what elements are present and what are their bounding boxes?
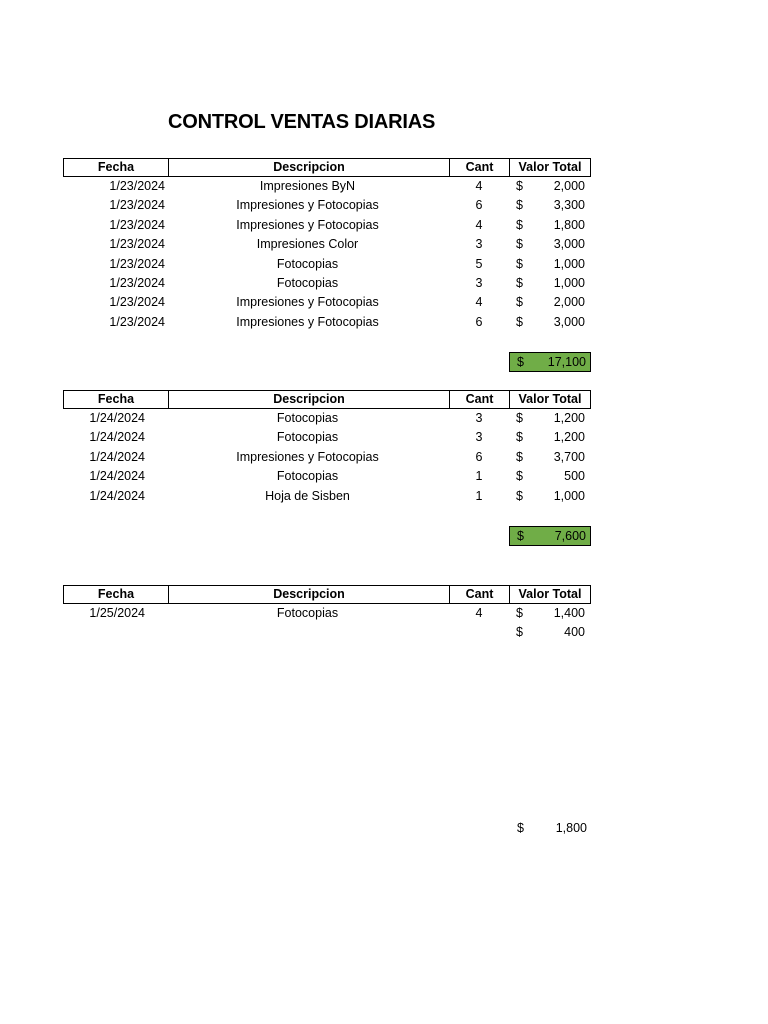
- cell-valor-amount: 3,000: [553, 237, 585, 252]
- cell-fecha: 1/23/2024: [109, 295, 165, 310]
- currency-symbol: $: [516, 449, 523, 464]
- header-fecha: Fecha: [97, 160, 135, 174]
- cell-descripcion: Fotocopias: [276, 469, 339, 484]
- cell-valor-amount: 1,000: [553, 256, 585, 271]
- currency-symbol: $: [516, 295, 523, 310]
- currency-symbol: $: [516, 217, 523, 232]
- table-row: [63, 428, 591, 447]
- cell-descripcion: Impresiones y Fotocopias: [236, 314, 379, 329]
- cell-cant: 5: [475, 256, 483, 271]
- cell-cant: 6: [475, 314, 483, 329]
- cell-fecha: 1/23/2024: [109, 275, 165, 290]
- cell-valor-amount: 1,200: [553, 430, 585, 445]
- cell-valor: [508, 255, 589, 274]
- cell-valor: [508, 409, 589, 428]
- currency-symbol: $: [516, 606, 523, 620]
- currency-symbol: $: [516, 488, 523, 503]
- cell-cant: 4: [475, 217, 483, 232]
- cell-cant: 6: [475, 198, 483, 213]
- cell-valor-amount: 3,700: [553, 449, 585, 464]
- cell-descripcion: Hoja de Sisben: [265, 488, 350, 503]
- cell-descripcion: Fotocopias: [276, 430, 339, 445]
- header-descripcion: Descripcion: [168, 586, 449, 603]
- cell-valor: [508, 428, 589, 447]
- cell-cant: 3: [475, 237, 483, 252]
- cell-cant: 4: [475, 295, 483, 310]
- cell-cant: 1: [475, 488, 483, 503]
- cell-fecha: 1/24/2024: [89, 488, 145, 503]
- cell-valor: [508, 216, 589, 235]
- cell-fecha: 1/24/2024: [89, 430, 145, 445]
- table-row: [63, 235, 591, 254]
- table-row: [63, 409, 591, 428]
- table-row: [63, 487, 591, 506]
- cell-descripcion: Impresiones y Fotocopias: [236, 217, 379, 232]
- table-row: [63, 255, 591, 274]
- cell-fecha: 1/23/2024: [109, 179, 165, 193]
- daily-total-2: [509, 526, 591, 546]
- cell-valor-amount: 1,200: [553, 411, 585, 425]
- cell-valor: [508, 487, 589, 506]
- currency-symbol: $: [517, 355, 524, 369]
- currency-symbol: $: [516, 179, 523, 193]
- cell-descripcion: Impresiones Color: [256, 237, 359, 252]
- cell-cant: 4: [475, 179, 483, 193]
- cell-valor: [508, 196, 589, 215]
- header-valor-total: Valor Total: [509, 391, 590, 408]
- cell-fecha: 1/24/2024: [89, 449, 145, 464]
- cell-fecha: 1/23/2024: [109, 198, 165, 213]
- cell-valor: [508, 467, 589, 486]
- cell-descripcion: Impresiones y Fotocopias: [236, 295, 379, 310]
- table-row: [63, 623, 591, 642]
- cell-descripcion: Fotocopias: [276, 411, 339, 425]
- table-row: [63, 216, 591, 235]
- cell-valor: [508, 274, 589, 293]
- header-fecha: Fecha: [97, 587, 135, 601]
- currency-symbol: $: [516, 411, 523, 425]
- page-title: CONTROL VENTAS DIARIAS: [168, 111, 436, 133]
- cell-descripcion: Impresiones ByN: [259, 179, 356, 193]
- currency-symbol: $: [516, 430, 523, 445]
- cell-valor-amount: 2,000: [553, 179, 585, 193]
- cell-valor: [508, 448, 589, 467]
- cell-valor-amount: 2,000: [553, 295, 585, 310]
- daily-total-amount: 1,800: [555, 820, 587, 835]
- cell-valor-amount: 1,800: [553, 217, 585, 232]
- daily-total-3: [509, 818, 591, 837]
- cell-descripcion: Impresiones y Fotocopias: [236, 198, 379, 213]
- daily-total-amount: 17,100: [547, 355, 586, 369]
- header-cant: Cant: [449, 586, 509, 603]
- currency-symbol: $: [516, 256, 523, 271]
- cell-valor-amount: 3,000: [553, 314, 585, 329]
- currency-symbol: $: [517, 820, 524, 835]
- cell-valor-amount: 400: [564, 625, 585, 640]
- cell-valor-amount: 3,300: [553, 198, 585, 213]
- cell-cant: [448, 623, 508, 642]
- cell-cant: 3: [475, 275, 483, 290]
- cell-cant: 3: [475, 411, 483, 425]
- table-row: [63, 293, 591, 312]
- header-descripcion: Descripcion: [168, 391, 449, 408]
- table-header: [63, 158, 591, 177]
- header-valor-total: Valor Total: [509, 586, 590, 603]
- daily-total-amount: 7,600: [554, 529, 586, 543]
- table-header: [63, 390, 591, 409]
- sales-table-2: [63, 390, 591, 506]
- cell-valor: [508, 604, 589, 623]
- currency-symbol: $: [516, 237, 523, 252]
- header-cant: Cant: [449, 159, 509, 176]
- header-valor-total: Valor Total: [509, 159, 590, 176]
- sales-table-1: [63, 158, 591, 332]
- sales-table-3: [63, 585, 591, 643]
- cell-cant: 3: [475, 430, 483, 445]
- cell-valor: [508, 235, 589, 254]
- cell-fecha: 1/23/2024: [109, 217, 165, 232]
- cell-descripcion: Fotocopias: [276, 256, 339, 271]
- currency-symbol: $: [516, 625, 523, 640]
- cell-fecha: 1/24/2024: [89, 469, 145, 484]
- cell-descripcion: Fotocopias: [276, 606, 339, 620]
- header-fecha: Fecha: [97, 392, 135, 406]
- cell-fecha: 1/24/2024: [89, 411, 145, 425]
- table-row: [63, 467, 591, 486]
- cell-valor: [508, 313, 589, 332]
- cell-fecha: [63, 623, 167, 642]
- currency-symbol: $: [516, 469, 523, 484]
- cell-descripcion: [167, 623, 448, 642]
- cell-cant: 1: [475, 469, 483, 484]
- currency-symbol: $: [516, 198, 523, 213]
- cell-valor-amount: 1,000: [553, 275, 585, 290]
- cell-valor: [508, 177, 589, 196]
- table-row: [63, 313, 591, 332]
- cell-valor-amount: 1,400: [553, 606, 585, 620]
- cell-fecha: 1/23/2024: [109, 237, 165, 252]
- table-row: [63, 448, 591, 467]
- cell-fecha: 1/25/2024: [89, 606, 145, 620]
- header-cant: Cant: [449, 391, 509, 408]
- cell-valor: [508, 623, 589, 642]
- cell-valor-amount: 1,000: [553, 488, 585, 503]
- cell-cant: 4: [475, 606, 483, 620]
- currency-symbol: $: [517, 529, 524, 543]
- cell-descripcion: Fotocopias: [276, 275, 339, 290]
- cell-fecha: 1/23/2024: [109, 314, 165, 329]
- currency-symbol: $: [516, 275, 523, 290]
- table-row: [63, 604, 591, 623]
- table-row: [63, 274, 591, 293]
- header-descripcion: Descripcion: [168, 159, 449, 176]
- table-row: [63, 177, 591, 196]
- cell-descripcion: Impresiones y Fotocopias: [236, 449, 379, 464]
- cell-valor: [508, 293, 589, 312]
- currency-symbol: $: [516, 314, 523, 329]
- table-row: [63, 196, 591, 215]
- cell-valor-amount: 500: [564, 469, 585, 484]
- cell-fecha: 1/23/2024: [109, 256, 165, 271]
- daily-total-1: [509, 352, 591, 372]
- cell-cant: 6: [475, 449, 483, 464]
- table-header: [63, 585, 591, 604]
